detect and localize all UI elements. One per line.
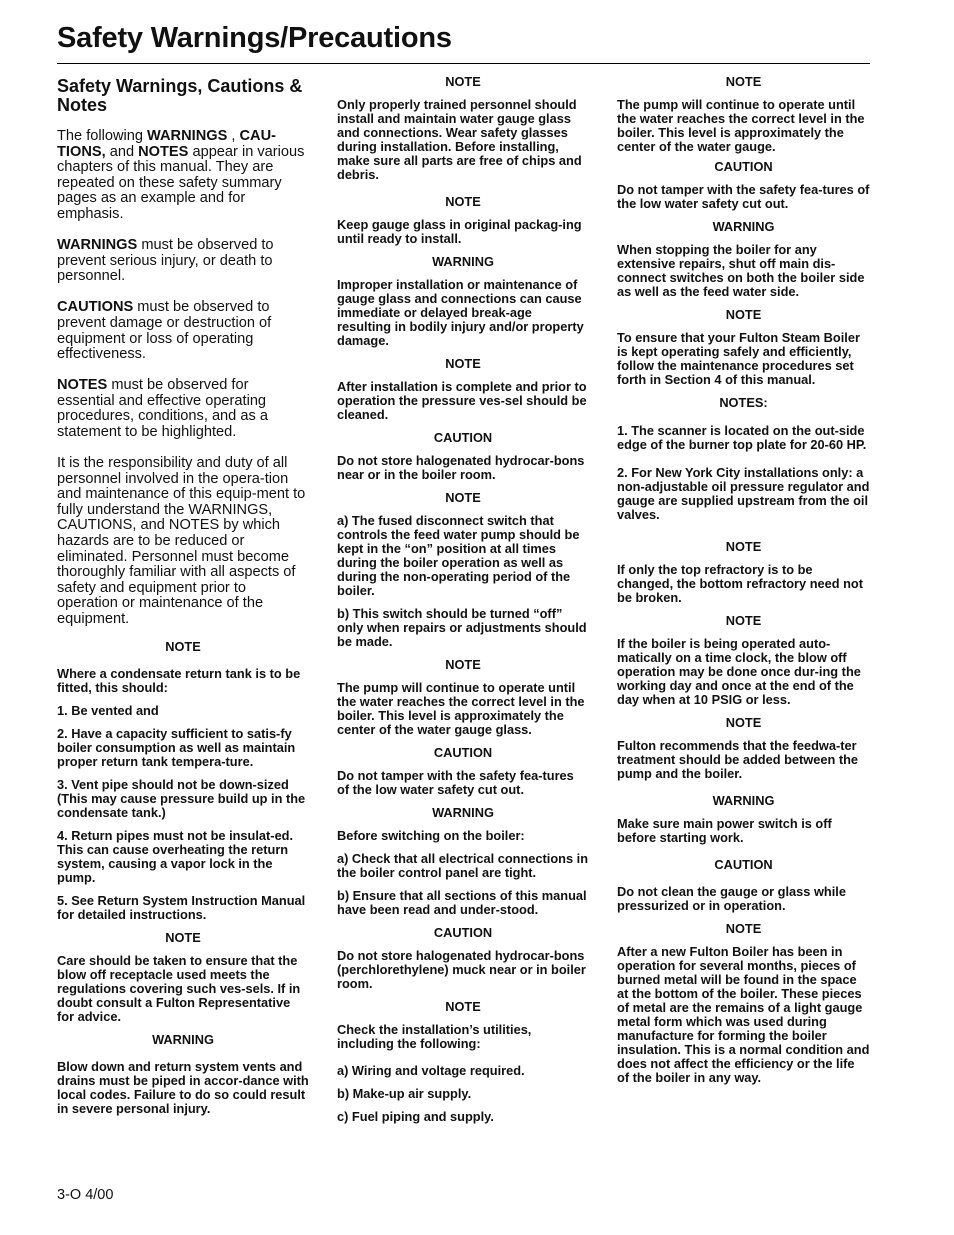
column-middle <box>337 75 589 1133</box>
warning-text: a) Check that all electrical connections in the boiler control panel are tight. <box>337 851 589 880</box>
note-heading: NOTE <box>445 999 481 1014</box>
section-heading: Safety Warnings, Cautions & Notes <box>57 76 303 115</box>
warning-heading: WARNING <box>712 219 775 234</box>
intro-term-warnings: WARNINGS <box>147 128 228 144</box>
term-warnings: WARNINGS <box>57 237 138 254</box>
note-text: 1. Be vented and <box>57 702 159 718</box>
note-text: b) This switch should be turned “off” only when repairs or adjustments should be made. <box>337 606 587 649</box>
note-text: 4. Return pipes must not be insulat-ed. This can cause overheating the return system, causing a vapor lock in the pump. <box>57 827 294 885</box>
term-notes: NOTES <box>57 377 108 394</box>
note-text: The pump will continue to operate until the water reaches the correct level in the boiler. This level is approximately the center of the water gauge glass. <box>337 680 585 737</box>
note-text: c) Fuel piping and supply. <box>337 1109 494 1124</box>
note-text: Keep gauge glass in original packag-ing until ready to install. <box>337 217 582 246</box>
title-divider <box>57 63 870 64</box>
note-heading: NOTE <box>725 613 762 628</box>
note-heading: NOTE <box>165 929 201 945</box>
note-text: 1. The scanner is located on the out-side edge of the burner top plate for 20-60 HP. <box>617 423 867 452</box>
caution-text: Do not clean the gauge or glass while pressurized or in operation. <box>617 884 846 913</box>
page-title: Safety Warnings/Precautions <box>57 22 452 54</box>
note-heading: NOTE <box>165 638 201 654</box>
intro-text-run: The following <box>57 128 148 144</box>
caution-heading: CAUTION <box>433 430 493 445</box>
note-text: If only the top refractory is to be changed, the bottom refractory need not be broken. <box>617 562 864 605</box>
column-right <box>617 75 870 1094</box>
cautions-definition <box>57 300 309 362</box>
note-text: Check the installation’s utilities, including the following: <box>337 1022 532 1051</box>
intro-text-run: and <box>105 143 139 160</box>
intro-term-cautions: CAU-TIONS, <box>57 128 276 160</box>
note-heading: NOTE <box>725 74 762 89</box>
note-text: 3. Vent pipe should not be down-sized (This may cause pressure build up in the condensate tank.) <box>57 776 306 820</box>
note-text: a) The fused disconnect switch that controls the feed water pump should be kept in the “on” position at all times during the boiler operation as well as during the non-operating period of the boiler. <box>337 513 580 598</box>
caution-text: Do not tamper with the safety fea-tures of the low water safety cut out. <box>617 182 870 211</box>
note-heading: NOTE <box>445 356 481 371</box>
column-left <box>57 75 309 1125</box>
definition-text: must be observed to prevent serious injury, or death to personnel. <box>57 237 274 285</box>
term-cautions: CAUTIONS <box>57 299 134 316</box>
note-heading: NOTE <box>445 490 481 505</box>
warning-heading: WARNING <box>432 805 494 820</box>
note-text: Only properly trained personnel should install and maintain water gauge glass and connections. Wear safety glasses during installation. Before installing, make sure all parts are free of chips and debris. <box>337 97 582 182</box>
note-heading: NOTE <box>445 194 481 209</box>
responsibility-paragraph: It is the responsibility and duty of all personnel involved in the opera-tion and maintenance of this equip-ment to fully understand the WARNINGS, CAUTIONS, and NOTES by which hazards are to be reduced or eliminated. Personnel must become thoroughly familiar with all aspects of safety and equipment prior to operation or maintenance of the equipment. <box>57 455 306 628</box>
note-heading: NOTE <box>725 921 762 936</box>
notes-heading: NOTES: <box>719 395 768 410</box>
notes-definition <box>57 378 309 440</box>
warning-heading: WARNING <box>152 1031 214 1047</box>
warning-text: Before switching on the boiler: <box>337 828 525 843</box>
intro-term-notes: NOTES <box>138 143 189 160</box>
caution-text: Do not tamper with the safety fea-tures of the low water safety cut out. <box>337 768 574 797</box>
intro-text-run: , <box>227 128 240 144</box>
warning-heading: WARNING <box>432 254 494 269</box>
definition-text: must be observed for essential and effective operating procedures, conditions, and as a statement to be highlighted. <box>57 377 268 440</box>
intro-paragraph <box>57 129 309 223</box>
note-text: 2. For New York City installations only: a non-adjustable oil pressure regulator and gauge are supplied upstream from the oil valves. <box>617 465 870 522</box>
caution-text: Do not store halogenated hydrocar-bons (perchlorethylene) muck near or in boiler room. <box>337 948 586 991</box>
caution-heading: CAUTION <box>714 857 773 872</box>
warning-text: Make sure main power switch is off before starting work. <box>617 816 832 845</box>
note-text: After a new Fulton Boiler has been in operation for several months, pieces of burned metal will be found in the space at the bottom of the boiler. These pieces of metal are the remains of a light gauge metal form which was used during manufacture for forming the boiler insulation. This is a normal condition and does not affect the efficiency or the life of the boiler in any way. <box>617 944 870 1085</box>
note-heading: NOTE <box>725 539 762 554</box>
warning-text: Blow down and return system vents and drains must be piped in accor-dance with local codes. Failure to do so could result in severe personal injury. <box>57 1058 309 1116</box>
note-text: To ensure that your Fulton Steam Boiler is kept operating safely and efficiently, follow the maintenance procedures set forth in Section 4 of this manual. <box>617 330 860 387</box>
note-text: Where a condensate return tank is to be fitted, this should: <box>57 665 301 695</box>
caution-heading: CAUTION <box>433 745 493 760</box>
warning-text: b) Ensure that all sections of this manual have been read and under-stood. <box>337 888 587 917</box>
note-text: 5. See Return System Instruction Manual for detailed instructions. <box>57 892 306 922</box>
caution-heading: CAUTION <box>714 159 773 174</box>
note-text: The pump will continue to operate until the water reaches the correct level in the boiler. This level is approximately the center of the water gauge. <box>617 97 865 154</box>
note-heading: NOTE <box>445 74 481 89</box>
note-text: Care should be taken to ensure that the blow off receptacle used meets the regulations covering such ves-sels. If in doubt consult a Fulton Representative for advice. <box>57 952 301 1024</box>
intro-text <box>57 129 309 628</box>
intro-text-run: appear in various chapters of this manual. They are repeated on these safety summary pages as an example and for emphasis. <box>57 143 305 222</box>
warnings-definition <box>57 238 309 285</box>
note-heading: NOTE <box>445 657 481 672</box>
caution-heading: CAUTION <box>433 925 493 940</box>
note-heading: NOTE <box>725 715 762 730</box>
note-text: 2. Have a capacity sufficient to satis-fy boiler consumption as well as maintain proper return tank tempera-ture. <box>57 725 296 769</box>
note-text: a) Wiring and voltage required. <box>337 1063 525 1078</box>
page-footer: 3-O 4/00 <box>57 1187 114 1203</box>
note-text: Fulton recommends that the feedwa-ter treatment should be added between the pump and the boiler. <box>617 738 859 781</box>
warning-heading: WARNING <box>712 793 775 808</box>
caution-text: Do not store halogenated hydrocar-bons near or in the boiler room. <box>337 453 585 482</box>
definition-text: must be observed to prevent damage or destruction of equipment or loss of operating effectiveness. <box>57 299 272 363</box>
note-heading: NOTE <box>725 307 762 322</box>
note-text: b) Make-up air supply. <box>337 1086 472 1101</box>
note-text: After installation is complete and prior to operation the pressure ves-sel should be cleaned. <box>337 379 587 422</box>
note-text: If the boiler is being operated auto-matically on a time clock, the blow off operation may be done once dur-ing the working day and once at the end of the day when at 10 PSIG or less. <box>617 636 861 707</box>
warning-text: When stopping the boiler for any extensive repairs, shut off main dis-connect switches on both the boiler side as well as the feed water side. <box>617 242 865 299</box>
warning-text: Improper installation or maintenance of gauge glass and connections can cause immediate or delayed break-age resulting in bodily injury and/or property damage. <box>337 277 584 348</box>
